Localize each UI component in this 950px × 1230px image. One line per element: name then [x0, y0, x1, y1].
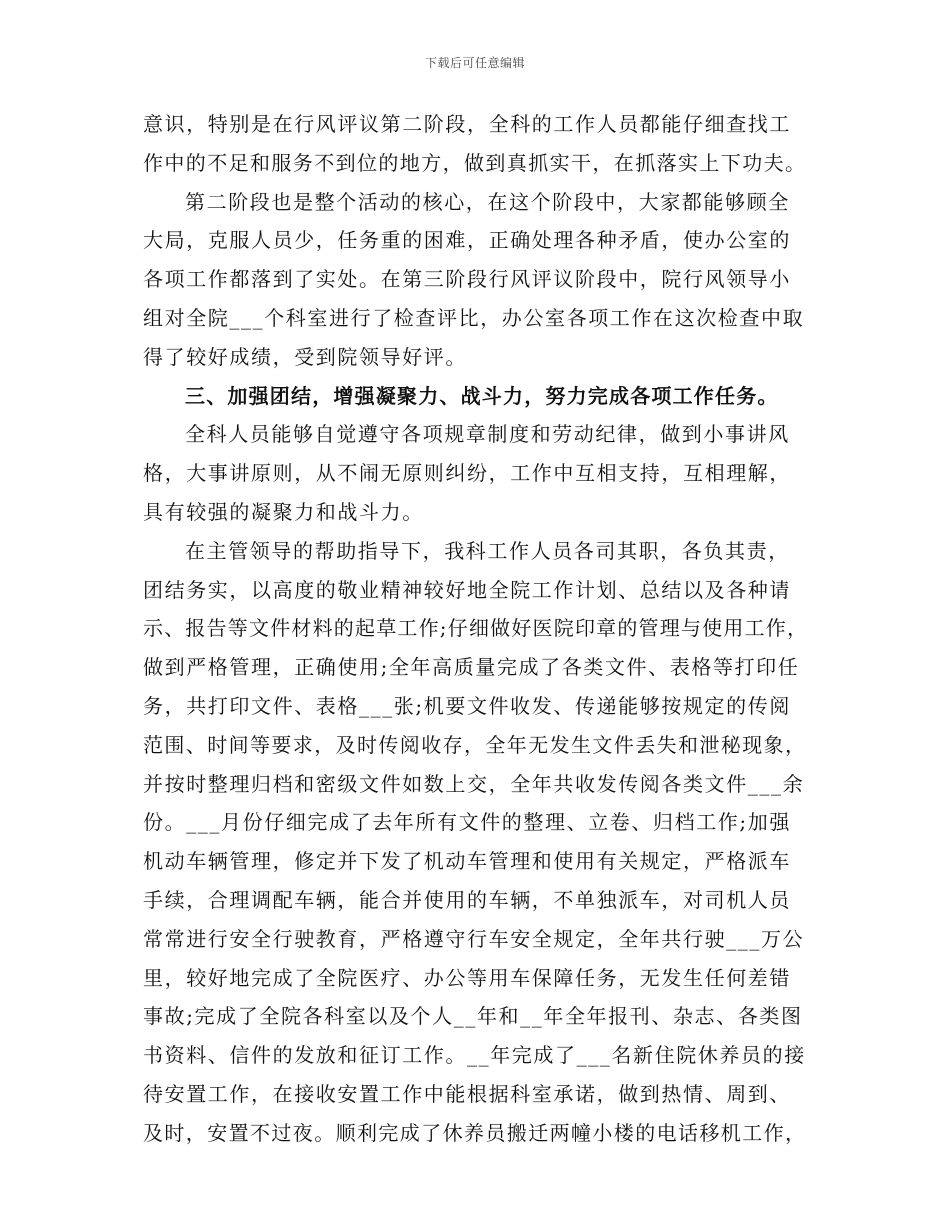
paragraph-line: 里，较好地完成了全院医疗、办公等用车保障任务，无发生任何差错 [143, 965, 791, 990]
paragraph-line: 全科人员能够自觉遵守各项规章制度和劳动纪律，做到小事讲风 [185, 422, 790, 447]
section-heading: 三、加强团结，增强凝聚力、战斗力，努力完成各项工作任务。 [185, 383, 779, 408]
paragraph-line: 范围、时间等要求，及时传阅收存，全年无发生文件丢失和泄秘现象， [143, 732, 807, 757]
paragraph-line: 得了较好成绩，受到院领导好评。 [143, 344, 467, 369]
paragraph-line: 意识，特别是在行风评议第二阶段，全科的工作人员都能仔细查找工 [143, 112, 791, 136]
document-body [143, 105, 808, 1153]
paragraph-line: 务，共打印文件、表格___张;机要文件收发、传递能够按规定的传阅 [143, 693, 791, 718]
paragraph-line: 组对全院___个科室进行了检查评比，办公室各项工作在这次检查中取 [143, 305, 805, 330]
paragraph-line: 及时，安置不过夜。顺利完成了休养员搬迁两幢小楼的电话移机工作， [143, 1120, 807, 1145]
paragraph-line: 手续，合理调配车辆，能合并使用的车辆，不单独派车，对司机人员 [143, 887, 791, 912]
paragraph-line: 并按时整理归档和密级文件如数上交，全年共收发传阅各类文件___余 [143, 771, 805, 796]
paragraph-line: 各项工作都落到了实处。在第三阶段行风评议阶段中，院行风领导小 [143, 267, 791, 292]
paragraph-line: 机动车辆管理，修定并下发了机动车管理和使用有关规定，严格派车 [143, 849, 791, 874]
paragraph-line: 作中的不足和服务不到位的地方，做到真抓实干，在抓落实上下功夫。 [143, 150, 807, 175]
page-header-note: 下载后可任意编辑 [424, 56, 525, 70]
paragraph-line: 份。___月份仔细完成了去年所有文件的整理、立卷、归档工作;加强 [143, 810, 791, 835]
paragraph-line: 书资料、信件的发放和征订工作。__年完成了___名新住院休养员的接 [143, 1043, 806, 1068]
paragraph-line: 事故;完成了全院各科室以及个人__年和__年全年报刊、杂志、各类图 [143, 1004, 803, 1029]
paragraph-line: 常常进行安全行驶教育，严格遵守行车安全规定，全年共行驶___万公 [143, 926, 805, 951]
paragraph-line: 做到严格管理，正确使用;全年高质量完成了各类文件、表格等打印任 [143, 655, 800, 680]
paragraph-line: 在主管领导的帮助指导下，我科工作人员各司其职，各负其责， [185, 538, 790, 563]
paragraph-line: 示、报告等文件材料的起草工作;仔细做好医院印章的管理与使用工作， [143, 616, 809, 641]
paragraph-line: 格，大事讲原则，从不闹无原则纠纷，工作中互相支持，互相理解， [143, 461, 791, 486]
paragraph-line: 待安置工作，在接收安置工作中能根据科室承诺，做到热情、周到、 [143, 1081, 791, 1106]
paragraph-line: 大局，克服人员少，任务重的困难，正确处理各种矛盾，使办公室的 [143, 228, 791, 253]
paragraph-line: 第二阶段也是整个活动的核心，在这个阶段中，大家都能够顾全 [185, 189, 790, 214]
paragraph-line: 具有较强的凝聚力和战斗力。 [143, 499, 424, 524]
paragraph-line: 团结务实，以高度的敬业精神较好地全院工作计划、总结以及各种请 [143, 577, 791, 602]
